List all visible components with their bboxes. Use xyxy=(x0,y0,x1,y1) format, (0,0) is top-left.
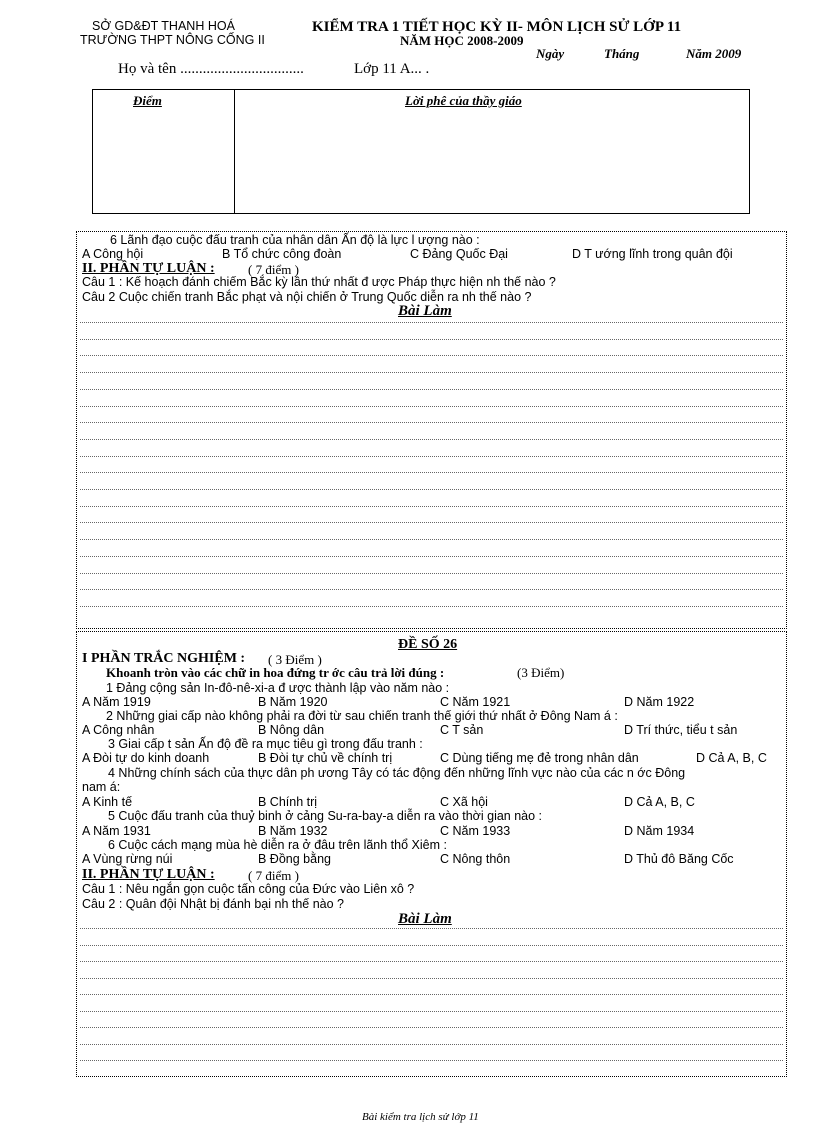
writing-line xyxy=(80,928,783,929)
grade-box-divider xyxy=(234,90,235,213)
mc-q2-option-a: A Công nhân xyxy=(82,723,155,737)
essay-points-2: ( 7 điểm ) xyxy=(248,868,299,883)
essay-1-question-1: Câu 1 : Kế hoạch đánh chiếm Bắc kỳ lần thứ nhất đ ược Pháp thực hiện nh thế nào ? xyxy=(82,275,556,289)
school-name: TRƯỜNG THPT NÔNG CỐNG II xyxy=(80,33,265,47)
dept-name: SỞ GD&ĐT THANH HOÁ xyxy=(92,19,235,33)
writing-line xyxy=(80,573,783,574)
mc-question-3: 3 Giai cấp t sản Ấn độ đề ra mục tiêu gì trong đấu tranh : xyxy=(108,737,423,751)
essay-2-question-1: Câu 1 : Nêu ngắn gọn cuộc tấn công của Đức vào Liên xô ? xyxy=(82,882,415,896)
writing-line xyxy=(80,322,783,323)
date-day: Ngày xyxy=(536,46,565,61)
writing-line xyxy=(80,606,783,607)
writing-line xyxy=(80,1060,783,1061)
mc-question-4-cont: nam á: xyxy=(82,780,121,794)
exam-title: KIỂM TRA 1 TIẾT HỌC KỲ II- MÔN LỊCH SỬ LỚP 11 xyxy=(312,19,682,35)
writing-line xyxy=(80,589,783,590)
answer-heading-1: Bài Làm xyxy=(398,303,452,319)
essay-2-question-2: Câu 2 : Quân đội Nhật bị đánh bại nh thế nào ? xyxy=(82,897,344,911)
writing-line xyxy=(80,489,783,490)
writing-line xyxy=(80,522,783,523)
writing-line xyxy=(80,422,783,423)
mc-q3-option-b: B Đòi tự chủ về chính trị xyxy=(258,751,393,765)
mc-q1-option-a: A Năm 1919 xyxy=(82,695,151,709)
mc-question-1: 1 Đảng cộng sản In-đô-nê-xi-a đ ược thành lập vào năm nào : xyxy=(106,681,450,695)
essay-heading-2: II. PHẦN TỰ LUẬN : xyxy=(82,867,215,882)
writing-line xyxy=(80,539,783,540)
mc-q5-option-d: D Năm 1934 xyxy=(624,824,695,838)
q6-option-c: C Đảng Quốc Đại xyxy=(410,247,508,261)
writing-line xyxy=(80,1044,783,1045)
mc-q3-option-d: D Cả A, B, C xyxy=(696,751,767,765)
school-year: NĂM HỌC 2008-2009 xyxy=(400,33,524,48)
answer-heading-2: Bài Làm xyxy=(398,911,452,927)
mc-question-4: 4 Những chính sách của thực dân ph ương Tây có tác động đến những lĩnh vực nào của các n ớc Đông xyxy=(108,766,686,780)
essay-1-question-2: Câu 2 Cuộc chiến tranh Bắc phạt và nội chiến ở Trung Quốc diễn ra nh thế nào ? xyxy=(82,290,532,304)
writing-line xyxy=(80,456,783,457)
writing-line xyxy=(80,472,783,473)
essay-points-1: ( 7 điểm ) xyxy=(248,262,299,277)
writing-line xyxy=(80,945,783,946)
mc-q5-option-a: A Năm 1931 xyxy=(82,824,151,838)
mc-q3-option-a: A Đòi tự do kinh doanh xyxy=(82,751,210,765)
writing-line xyxy=(80,439,783,440)
q6-option-a: A Công hội xyxy=(82,247,144,261)
date-month: Tháng xyxy=(604,46,640,61)
writing-line xyxy=(80,406,783,407)
mc-q1-option-b: B Năm 1920 xyxy=(258,695,328,709)
writing-line xyxy=(80,389,783,390)
mc-q5-option-b: B Năm 1932 xyxy=(258,824,328,838)
writing-line xyxy=(80,961,783,962)
mc-heading: I PHẦN TRẮC NGHIỆM : xyxy=(82,651,246,666)
q6-option-b: B Tổ chức công đoàn xyxy=(222,247,342,261)
page-footer: Bài kiểm tra lịch sử lớp 11 xyxy=(362,1111,479,1123)
student-class-field: Lớp 11 A... . xyxy=(354,61,430,77)
mc-q1-option-d: D Năm 1922 xyxy=(624,695,695,709)
score-label: Điểm xyxy=(133,93,162,108)
mc-q2-option-b: B Nông dân xyxy=(258,723,325,737)
mc-question-6: 6 Cuộc cách mạng mùa hè diễn ra ở đâu trên lãnh thổ Xiêm : xyxy=(108,838,447,852)
mc-q6-option-a: A Vùng rừng núi xyxy=(82,852,173,866)
mc-instruction-points: (3 Điểm) xyxy=(517,665,565,680)
mc-question-2: 2 Những giai cấp nào không phải ra đời từ sau chiến tranh thế giới thứ nhất ở Đông Nam á : xyxy=(106,709,618,723)
mc-q6-option-b: B Đồng bằng xyxy=(258,852,331,866)
mc-q4-option-c: C Xã hội xyxy=(440,795,488,809)
mc-question-5: 5 Cuộc đấu tranh của thuỷ binh ở cảng Su-ra-bay-a diễn ra vào thời gian nào : xyxy=(108,809,543,823)
mc-q5-option-c: C Năm 1933 xyxy=(440,824,511,838)
mc-q6-option-d: D Thủ đô Băng Cốc xyxy=(624,852,734,866)
writing-line xyxy=(80,994,783,995)
writing-line xyxy=(80,506,783,507)
writing-line xyxy=(80,556,783,557)
writing-line xyxy=(80,372,783,373)
writing-line xyxy=(80,339,783,340)
grade-box xyxy=(92,89,750,214)
writing-line xyxy=(80,978,783,979)
writing-line xyxy=(80,355,783,356)
student-name-field: Họ và tên ................................. xyxy=(118,61,304,77)
mc-q4-option-b: B Chính trị xyxy=(258,795,318,809)
mc-q1-option-c: C Năm 1921 xyxy=(440,695,511,709)
essay-heading-1: II. PHẦN TỰ LUẬN : xyxy=(82,261,215,276)
mc-points: ( 3 Điểm ) xyxy=(268,652,322,667)
question-6: 6 Lãnh đạo cuộc đấu tranh của nhân dân Ấn độ là lực l ượng nào : xyxy=(110,233,480,247)
mc-q2-option-c: C T sản xyxy=(440,723,484,737)
mc-q2-option-d: D Trí thức, tiểu t sản xyxy=(624,723,738,737)
writing-line xyxy=(80,1027,783,1028)
mc-q6-option-c: C Nông thôn xyxy=(440,852,511,866)
date-year: Năm 2009 xyxy=(686,46,742,61)
mc-q4-option-d: D Cả A, B, C xyxy=(624,795,695,809)
writing-line xyxy=(80,1011,783,1012)
exam-code: ĐỀ SỐ 26 xyxy=(398,637,458,652)
mc-q4-option-a: A Kinh tế xyxy=(82,795,133,809)
mc-q3-option-c: C Dùng tiếng mẹ đẻ trong nhân dân xyxy=(440,751,639,765)
mc-instruction: Khoanh tròn vào các chữ in hoa đứng tr ớc câu trả lời đúng : xyxy=(106,665,445,680)
teacher-comment-label: Lời phê của thầy giáo xyxy=(405,93,522,108)
q6-option-d: D T ướng lĩnh trong quân đội xyxy=(572,247,733,261)
